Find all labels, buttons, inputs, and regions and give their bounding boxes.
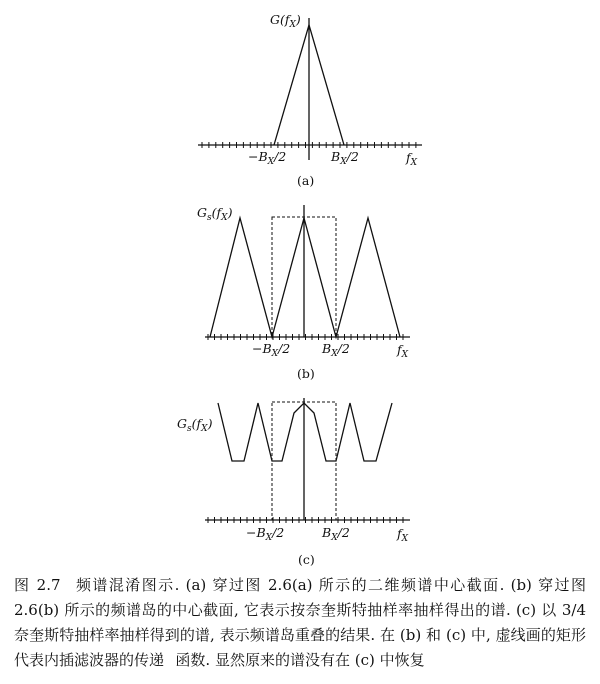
panel-b-tick-pos: $B_X/2$ xyxy=(322,341,350,359)
panel-c-axis-label: $f_X$ xyxy=(397,526,409,544)
panel-a xyxy=(198,12,422,188)
caption-number: 图 2.7 xyxy=(14,576,61,594)
panel-b-spectral-islands xyxy=(210,218,400,337)
panel-c-tick-neg: $-B_X/2$ xyxy=(246,525,285,543)
panel-b xyxy=(197,205,410,381)
panel-a-y-label: $G(f_X)$ xyxy=(270,12,301,30)
panel-a-sub-label: (a) xyxy=(297,173,315,188)
panel-a-tick-neg: $-B_X/2$ xyxy=(248,149,287,167)
panel-b-sub-label: (b) xyxy=(297,366,315,381)
panel-c-tick-pos: $B_X/2$ xyxy=(322,525,350,543)
panel-a-tick-pos: $B_X/2$ xyxy=(331,149,359,167)
caption-text: 频谱混淆图示. (a) 穿过图 2.6(a) 所示的二维频谱中心截面. (b) 穿过图 2.6(b) 所示的频谱岛的中心截面, 它表示按奈奎斯特抽样率抽样得出的谱. (c) 以 3/4 奈奎斯特抽样率抽样得到的谱, 表示频谱岛重叠的结果. 在 (b) 和 (c) 中, 虚线画的矩形代表内插滤波器的传递 xyxy=(14,576,586,669)
panel-c-sub-label: (c) xyxy=(298,552,315,567)
panel-b-y-label: $G_s(f_X)$ xyxy=(197,205,233,223)
panel-a-axis-label: $f_X$ xyxy=(406,150,418,168)
caption-last-line: 函数. 显然原来的谱没有在 (c) 中恢复 xyxy=(175,651,425,669)
panel-c-y-label: $G_s(f_X)$ xyxy=(177,416,213,434)
panel-b-axis-label: $f_X$ xyxy=(397,342,409,360)
panel-c-overlapped-spectrum xyxy=(218,403,392,461)
panel-c xyxy=(177,398,410,567)
panel-b-tick-neg: $-B_X/2$ xyxy=(252,341,291,359)
